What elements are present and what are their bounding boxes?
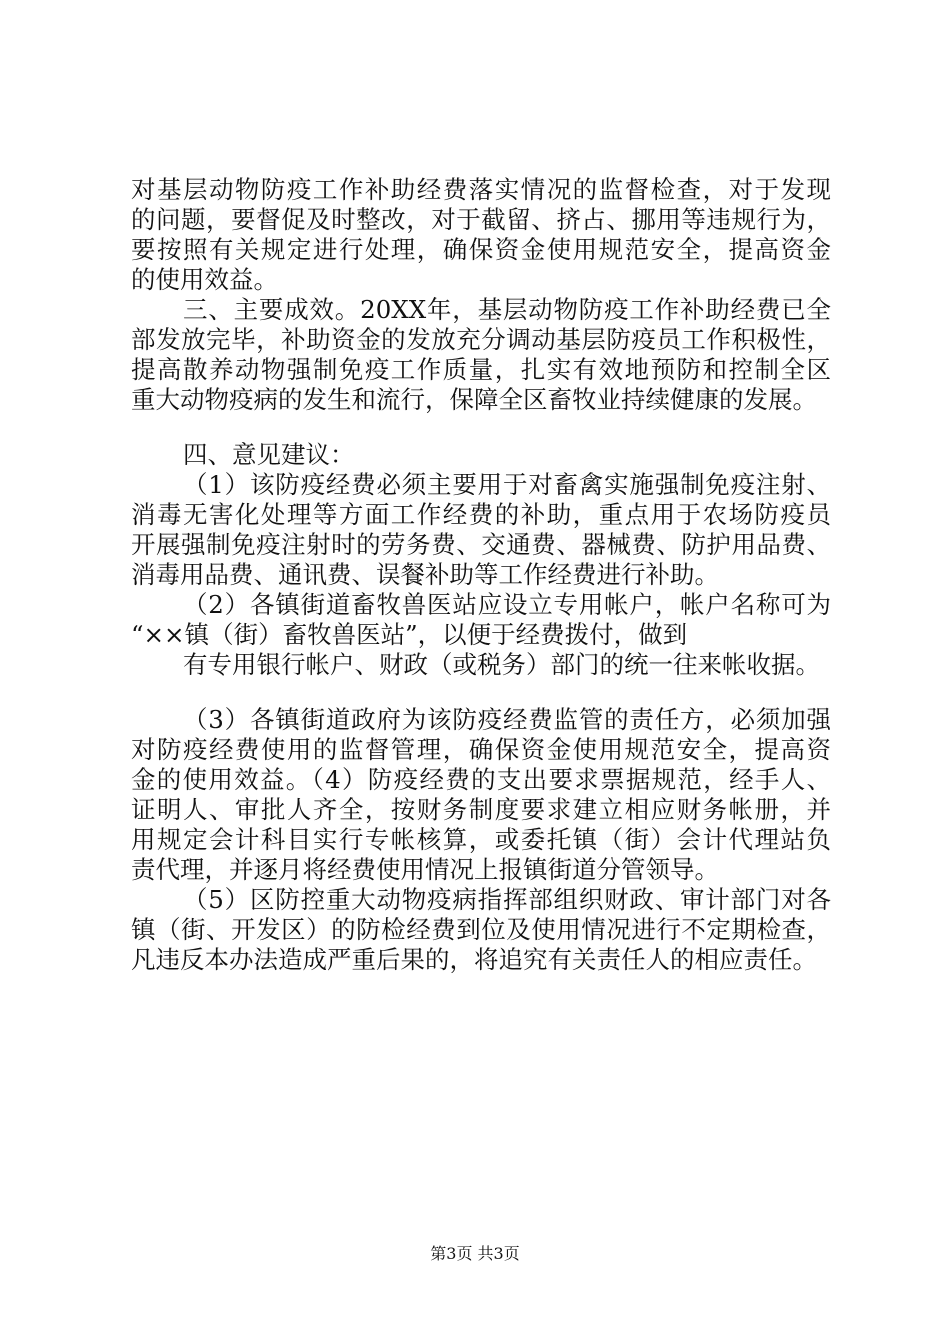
paragraph-suggestion-5 bbox=[131, 885, 831, 975]
text-line: （2）各镇街道畜牧兽医站应设立专用帐户，帐户名称可为 bbox=[183, 590, 831, 619]
text-line: 重大动物疫病的发生和流行，保障全区畜牧业持续健康的发展。 bbox=[131, 385, 817, 414]
text-line: “××镇（街）畜牧兽医站”，以便于经费拨付，做到 bbox=[131, 620, 688, 649]
text-line: 责代理，并逐月将经费使用情况上报镇街道分管领导。 bbox=[131, 855, 719, 884]
paragraph-suggestion-2 bbox=[131, 590, 831, 650]
text-line: 对防疫经费使用的监督管理，确保资金使用规范安全，提高资 bbox=[131, 735, 831, 764]
paragraph-gap bbox=[131, 415, 831, 440]
text-line: （1）该防疫经费必须主要用于对畜禽实施强制免疫注射、 bbox=[183, 470, 831, 499]
page-number: 第3页 共3页 bbox=[430, 1244, 520, 1263]
text-line: 金的使用效益。（4）防疫经费的支出要求票据规范，经手人、 bbox=[131, 765, 831, 794]
text-line: 部发放完毕，补助资金的发放充分调动基层防疫员工作积极性， bbox=[131, 325, 831, 354]
text-line: 消毒无害化处理等方面工作经费的补助，重点用于农场防疫员 bbox=[131, 500, 831, 529]
paragraph-main-results bbox=[131, 295, 831, 415]
paragraph-suggestion-2-cont bbox=[131, 650, 831, 680]
text-line: 要按照有关规定进行处理，确保资金使用规范安全，提高资金 bbox=[131, 235, 831, 264]
document-body bbox=[131, 175, 831, 975]
text-line: 提高散养动物强制免疫工作质量，扎实有效地预防和控制全区 bbox=[131, 355, 831, 384]
paragraph-suggestion-3-4 bbox=[131, 705, 831, 885]
text-line: 消毒用品费、通讯费、误餐补助等工作经费进行补助。 bbox=[131, 560, 719, 589]
text-line: 用规定会计科目实行专帐核算，或委托镇（街）会计代理站负 bbox=[131, 825, 831, 854]
text-line: 开展强制免疫注射时的劳务费、交通费、器械费、防护用品费、 bbox=[131, 530, 831, 559]
text-line: 有专用银行帐户、财政（或税务）部门的统一往来帐收据。 bbox=[183, 650, 820, 679]
paragraph-suggestion-1 bbox=[131, 470, 831, 590]
text-line: （3）各镇街道政府为该防疫经费监管的责任方，必须加强 bbox=[183, 705, 831, 734]
section-heading-suggestions bbox=[131, 440, 831, 470]
paragraph-gap bbox=[131, 680, 831, 705]
text-line: 的问题，要督促及时整改，对于截留、挤占、挪用等违规行为， bbox=[131, 205, 831, 234]
text-line: 凡违反本办法造成严重后果的，将追究有关责任人的相应责任。 bbox=[131, 945, 817, 974]
text-line: 对基层动物防疫工作补助经费落实情况的监督检查，对于发现 bbox=[131, 175, 831, 204]
paragraph-supervision bbox=[131, 175, 831, 295]
text-line: 三、主要成效。20XX年，基层动物防疫工作补助经费已全 bbox=[183, 295, 831, 324]
text-line: 镇（街、开发区）的防检经费到位及使用情况进行不定期检查， bbox=[131, 915, 831, 944]
section-heading: 四、意见建议： bbox=[183, 440, 355, 469]
text-line: （5）区防控重大动物疫病指挥部组织财政、审计部门对各 bbox=[183, 885, 831, 914]
text-line: 的使用效益。 bbox=[131, 265, 278, 294]
text-line: 证明人、审批人齐全，按财务制度要求建立相应财务帐册，并 bbox=[131, 795, 831, 824]
